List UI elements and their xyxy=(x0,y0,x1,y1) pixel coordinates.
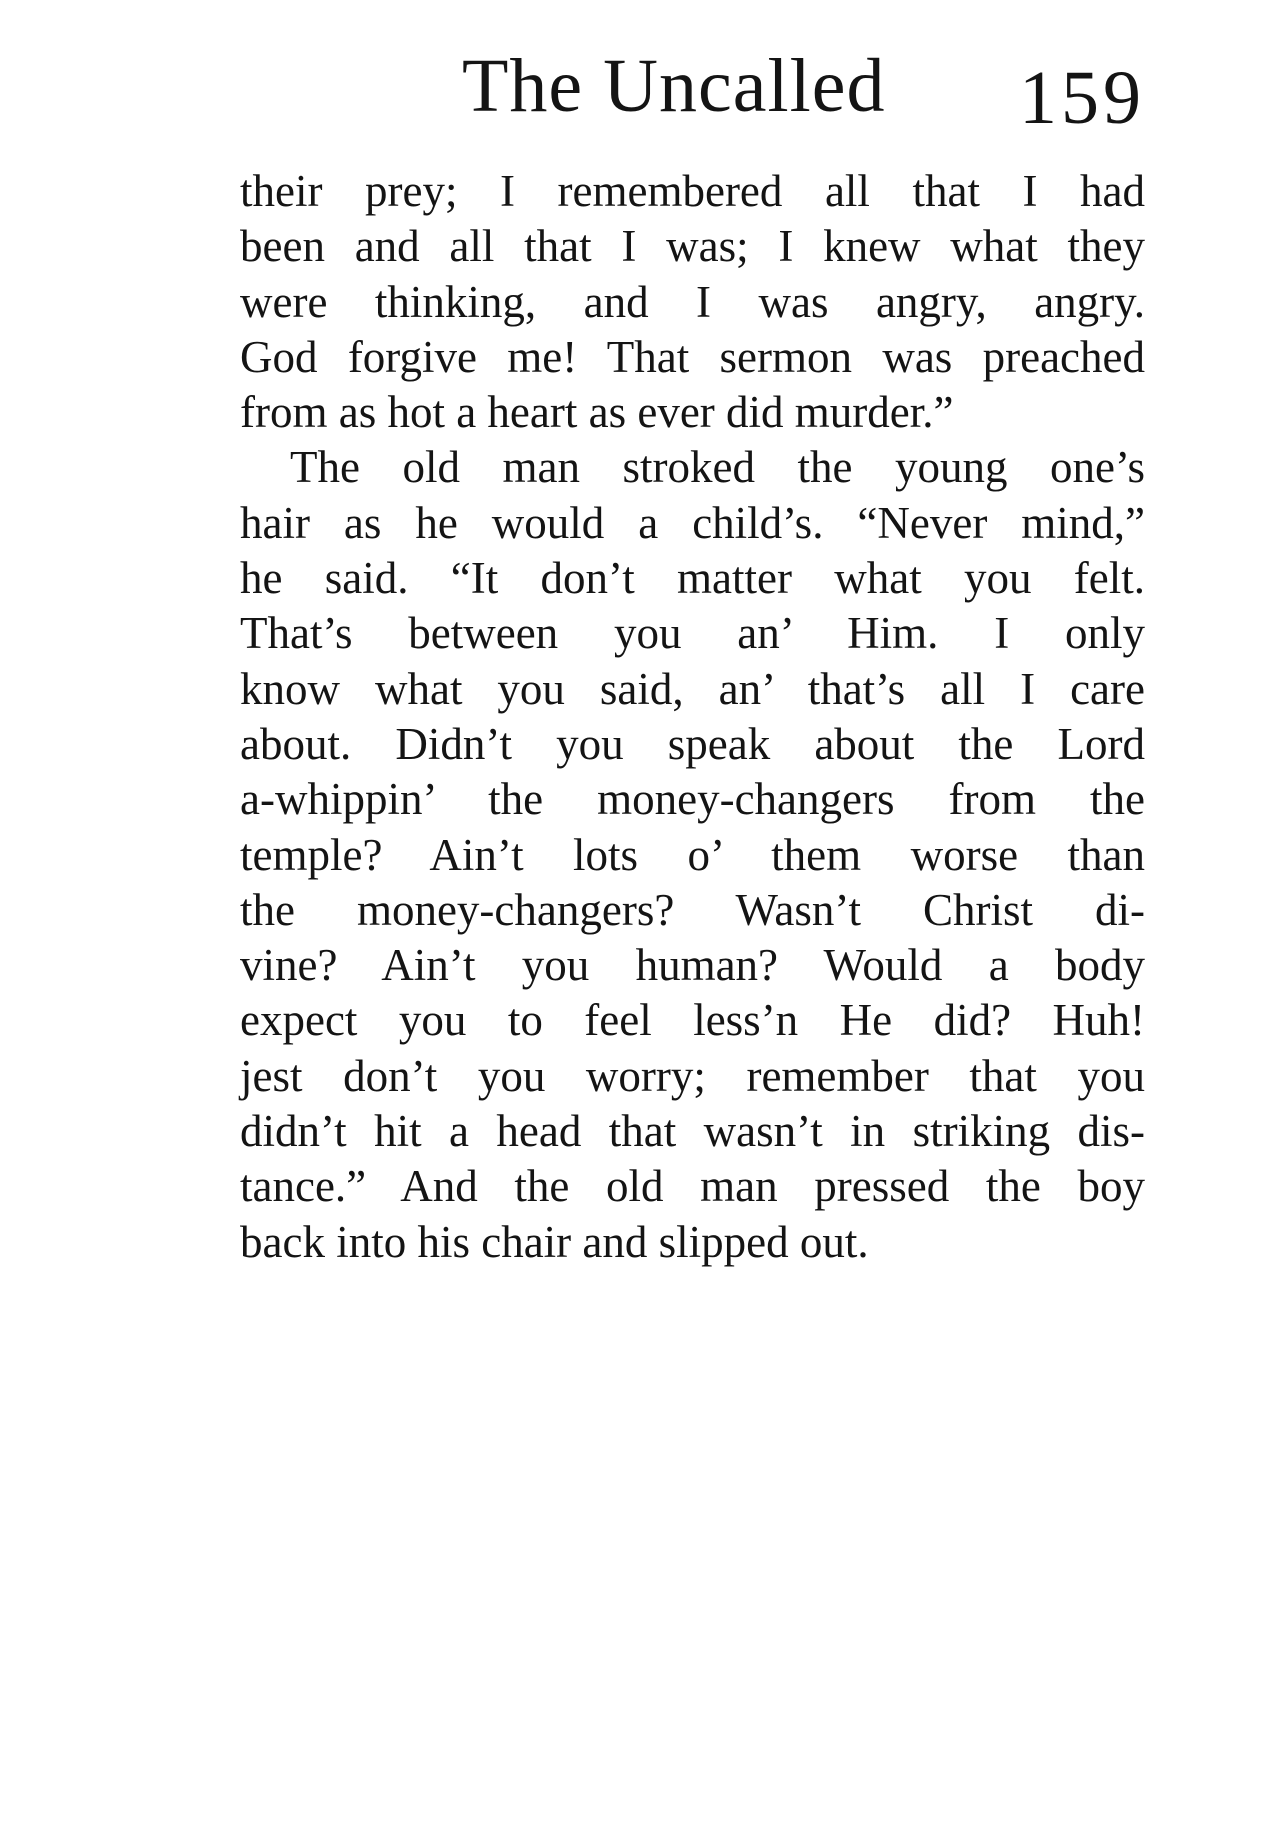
text-line: he said. “It don’t matter what you felt. xyxy=(240,553,1145,604)
body-text xyxy=(240,164,1145,1270)
text-line: about. Didn’t you speak about the Lord xyxy=(240,718,1145,769)
text-line: The old man stroked the young one’s xyxy=(290,442,1145,493)
text-line: a-whippin’ the money-changers from the xyxy=(240,774,1145,825)
text-line: know what you said, an’ that’s all I care xyxy=(240,663,1145,714)
text-line: their prey; I remembered all that I had xyxy=(240,166,1145,216)
running-head xyxy=(240,40,1145,140)
text-line: That’s between you an’ Him. I only xyxy=(240,608,1145,659)
text-line: didn’t hit a head that wasn’t in striking dis- xyxy=(240,1106,1145,1157)
text-line: were thinking, and I was angry, angry. xyxy=(240,276,1145,327)
page-number: 159 xyxy=(1019,56,1145,140)
text-line: hair as he would a child’s. “Never mind,” xyxy=(240,497,1145,548)
text-line: temple? Ain’t lots o’ them worse than xyxy=(240,829,1145,880)
text-line: God forgive me! That sermon was preached xyxy=(240,331,1145,382)
text-line: expect you to feel less’n He did? Huh! xyxy=(240,995,1145,1046)
text-line: tance.” And the old man pressed the boy xyxy=(240,1161,1145,1212)
text-line: been and all that I was; I knew what they xyxy=(240,221,1145,272)
text-line: back into his chair and slipped out. xyxy=(240,1216,869,1267)
text-line: jest don’t you worry; remember that you xyxy=(240,1050,1145,1101)
running-head-title: The Uncalled xyxy=(462,44,886,128)
text-line: vine? Ain’t you human? Would a body xyxy=(240,940,1145,991)
text-line: the money-changers? Wasn’t Christ di- xyxy=(240,884,1145,935)
text-line: from as hot a heart as ever did murder.” xyxy=(240,387,954,438)
